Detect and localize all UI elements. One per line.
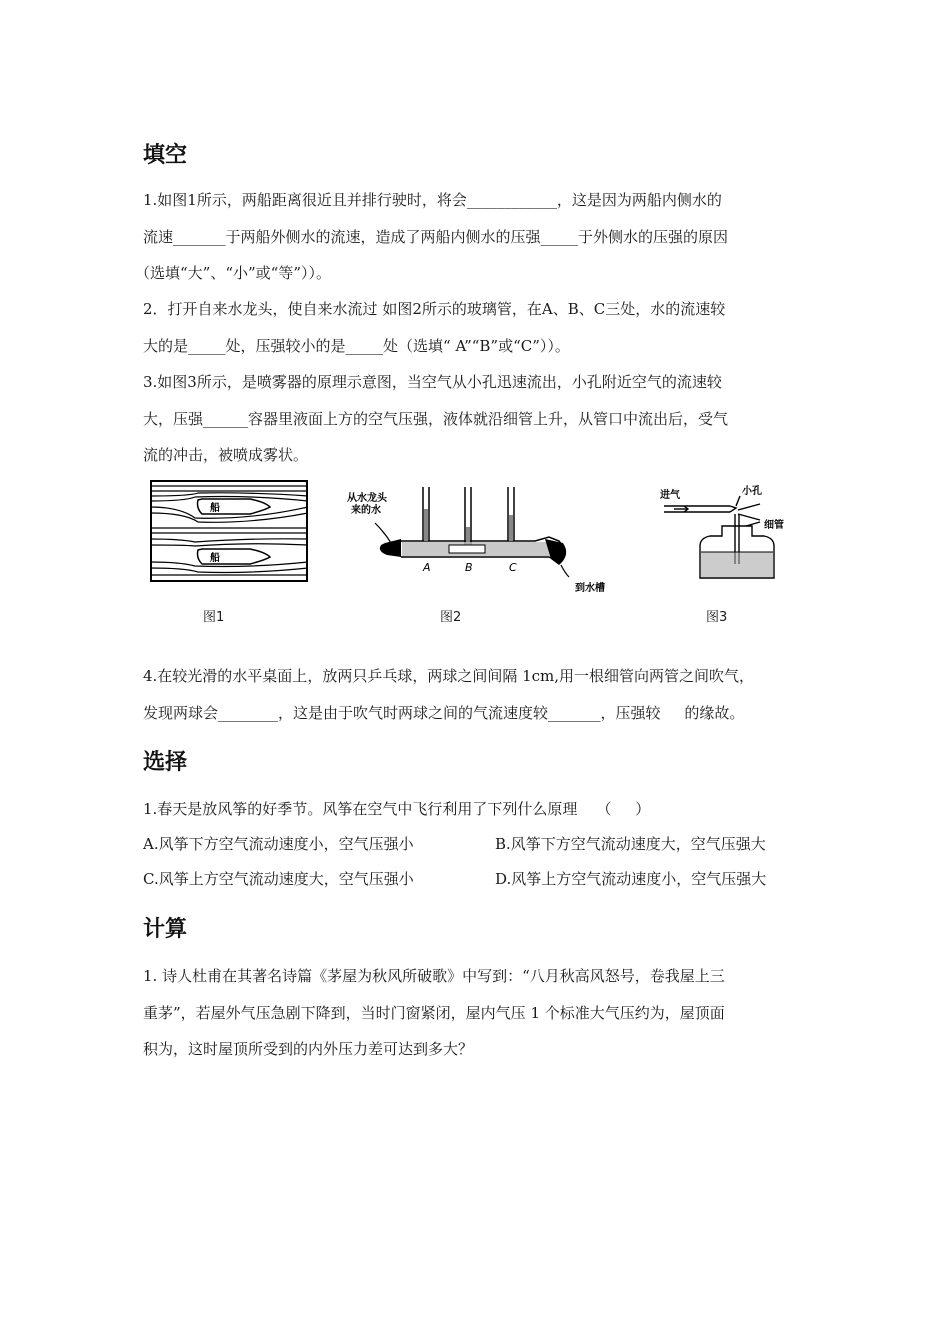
boat-label-top: 船	[210, 503, 220, 514]
tube-label: 细管	[764, 520, 784, 531]
hole-label: 小孔	[742, 486, 762, 497]
fill-question-1	[135, 182, 813, 292]
figure-3-caption: 图3	[706, 610, 728, 625]
choice-option-c: C.风筝上方空气流动速度大，空气压强小	[143, 870, 414, 888]
figure-1-caption: 图1	[203, 610, 225, 625]
point-c-label: C	[509, 561, 517, 574]
text-line: 1.如图1所示，两船距离很近且并排行驶时，将会____________，这是因为两船内侧水的	[143, 191, 722, 209]
point-b-label: B	[465, 561, 473, 574]
fill-question-3	[143, 364, 813, 474]
text-line: 积为，这时屋顶所受到的内外压力差可达到多大？	[143, 1040, 474, 1058]
choice-option-a: A.风筝下方空气流动速度小，空气压强小	[143, 835, 414, 853]
figure-1-boats	[150, 480, 310, 586]
fill-question-2	[143, 291, 813, 364]
text-line: 发现两球会________，这是由于吹气时两球之间的气流速度较_______，压强较 的缘故。	[143, 703, 745, 722]
boat-label-bottom: 船	[210, 553, 220, 564]
fill-question-4	[143, 658, 823, 731]
figure-2-glass-tube	[345, 485, 615, 597]
text-line: 大，压强______容器里液面上方的空气压强，液体就沿细管上升，从管口中流出后，受气	[143, 409, 729, 428]
text-line: 流速_______于两船外侧水的流速，造成了两船内侧水的压强_____于外侧水的压强的原因	[143, 227, 729, 246]
source-label-line2: 来的水	[351, 505, 381, 516]
calc-question-1	[143, 958, 813, 1068]
choice-option-d: D.风筝上方空气流动速度小，空气压强大	[495, 870, 767, 888]
heading-calc: 计算	[143, 917, 188, 942]
text-line: 4.在较光滑的水平桌面上，放两只乒乓球，两球之间间隔 1cm,用一根细管向两管之间吹气，	[143, 667, 755, 685]
text-line: 1. 诗人杜甫在其著名诗篇《茅屋为秋风所破歌》中写到：“八月秋高风怒号，卷我屋上三	[143, 967, 725, 985]
outlet-label: 到水槽	[575, 583, 605, 594]
heading-fill: 填空	[143, 143, 188, 168]
figure-3-sprayer	[660, 484, 800, 580]
text-line: 重茅”，若屋外气压急剧下降到，当时门窗紧闭，屋内气压 1 个标准大气压约为，屋顶面	[143, 1003, 725, 1022]
text-line: 流的冲击，被喷成雾状。	[143, 446, 309, 464]
point-a-label: A	[423, 561, 431, 574]
text-line: 大的是_____处，压强较小的是_____处（选填“ A”“B”或“C”））。	[143, 336, 570, 355]
text-line: 2．打开自来水龙头，使自来水流过 如图2所示的玻璃管，在A、B、C三处，水的流速较	[143, 300, 726, 318]
source-label-line1: 从水龙头	[347, 493, 387, 504]
figure-2-caption: 图2	[440, 610, 462, 625]
choice-question-1: 1.春天是放风筝的好季节。风筝在空气中飞行利用了下列什么原理 （ ）	[143, 800, 651, 818]
inlet-label: 进气	[660, 490, 680, 501]
text-line: （选填“大”、“小”或“等”））。	[135, 264, 332, 282]
choice-option-b: B.风筝下方空气流动速度大，空气压强大	[495, 835, 766, 853]
text-line: 3.如图3所示，是喷雾器的原理示意图，当空气从小孔迅速流出，小孔附近空气的流速较	[143, 373, 722, 391]
heading-choice: 选择	[143, 750, 188, 775]
